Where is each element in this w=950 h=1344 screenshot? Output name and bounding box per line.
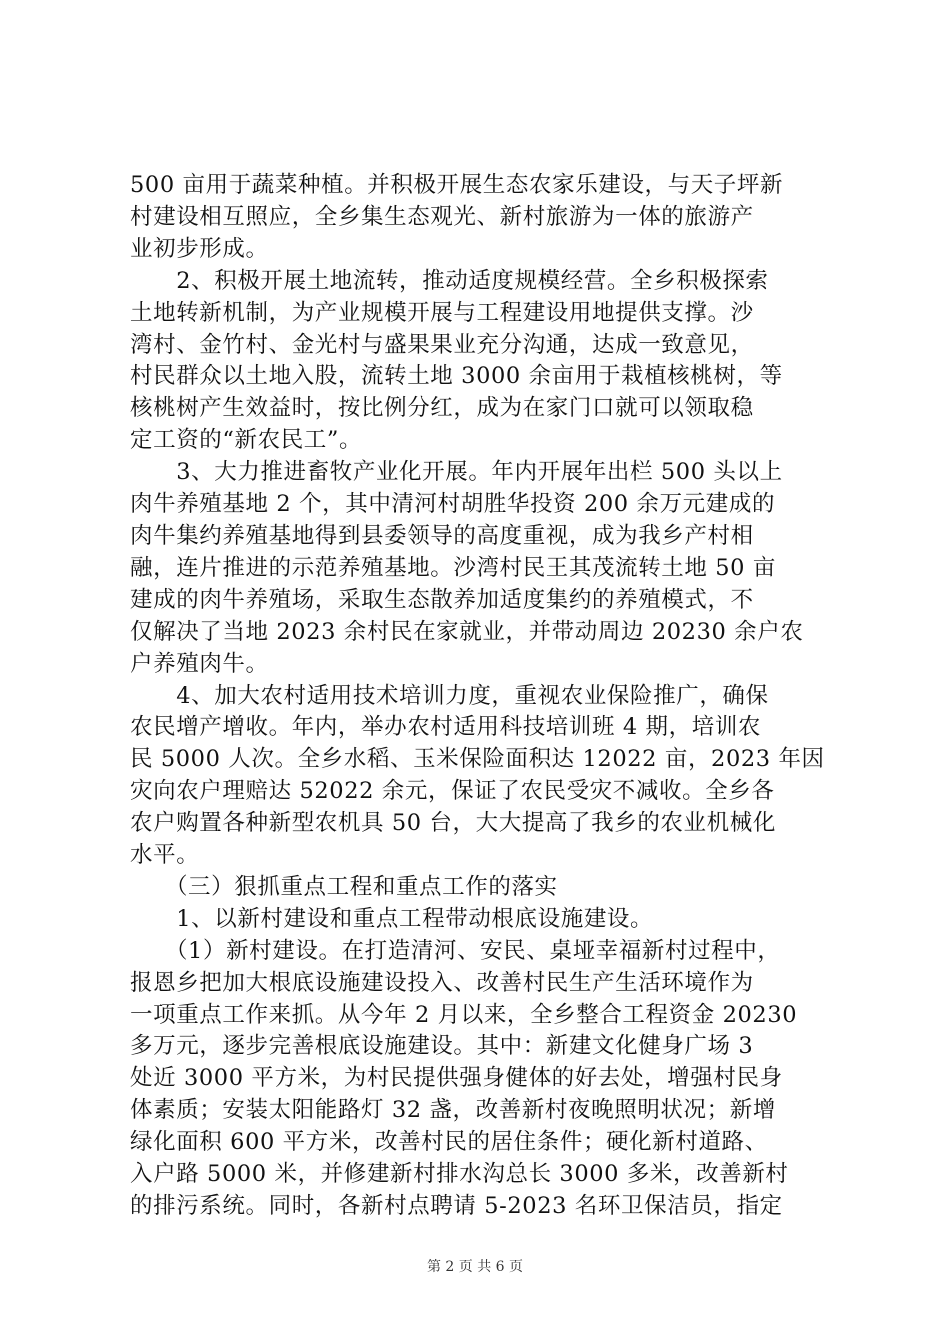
- text-line: 定工资的“新农民工”。: [130, 427, 363, 454]
- text-line: 一项重点工作来抓。从今年 2 月以来，全乡整合工程资金 20230: [130, 1001, 798, 1028]
- text-line: 500 亩用于蔬菜种植。并积极开展生态农家乐建设，与天子坪新: [130, 172, 784, 198]
- text-line: 的排污系统。同时，各新村点聘请 5-2023 名环卫保洁员，指定: [130, 1193, 783, 1219]
- text-line: 入户路 5000 米，并修建新村排水沟总长 3000 多米，改善新村: [130, 1161, 789, 1188]
- text-line: 4、加大农村适用技术培训力度，重视农业保险推广，确保: [130, 682, 769, 709]
- page-number: 第 2 页 共 6 页: [426, 1259, 524, 1275]
- text-line: 报恩乡把加大根底设施建设投入、改善村民生产生活环境作为: [130, 969, 754, 996]
- text-line: 多万元，逐步完善根底设施建设。其中：新建文化健身广场 3: [130, 1033, 754, 1060]
- text-line: 灾向农户理赔达 52022 余元，保证了农民受灾不减收。全乡各: [130, 778, 775, 805]
- text-line: 核桃树产生效益时，按比例分红，成为在家门口就可以领取稳: [130, 395, 754, 422]
- text-line: （1）新村建设。在打造清河、安民、桌垭幸福新村过程中，: [130, 937, 781, 964]
- text-line: 农民增产增收。年内，举办农村适用科技培训班 4 期，培训农: [130, 714, 762, 741]
- text-line: 村建设相互照应，全乡集生态观光、新村旅游为一体的旅游产: [130, 203, 754, 230]
- text-line: 土地转新机制，为产业规模开展与工程建设用地提供支撑。沙: [130, 299, 754, 326]
- text-line: 民 5000 人次。全乡水稻、玉米保险面积达 12022 亩，2023 年因: [130, 746, 825, 773]
- text-line: 3、大力推进畜牧产业化开展。年内开展年出栏 500 头以上: [130, 459, 783, 486]
- text-line: 建成的肉牛养殖场，采取生态散养加适度集约的养殖模式，不: [130, 586, 754, 613]
- text-line: 水平。: [130, 842, 200, 869]
- text-line: 村民群众以土地入股，流转土地 3000 余亩用于栽植核桃树，等: [130, 363, 783, 390]
- text-line: 绿化面积 600 平方米，改善村民的居住条件；硬化新村道路、: [130, 1129, 768, 1156]
- text-line: 业初步形成。: [130, 235, 269, 262]
- text-line: 户养殖肉牛。: [130, 650, 269, 677]
- text-line: 1、以新村建设和重点工程带动根底设施建设。: [130, 905, 654, 932]
- document-body: [130, 170, 830, 1223]
- text-line: 肉牛集约养殖基地得到县委领导的高度重视，成为我乡产村相: [130, 522, 754, 549]
- section-heading: （三）狠抓重点工程和重点工作的落实: [130, 873, 558, 900]
- text-line: 2、积极开展土地流转，推动适度规模经营。全乡积极探索: [130, 267, 769, 294]
- text-line: 体素质；安装太阳能路灯 32 盏，改善新村夜晚照明状况；新增: [130, 1097, 776, 1124]
- text-line: 处近 3000 平方米，为村民提供强身健体的好去处，增强村民身: [130, 1065, 783, 1092]
- text-line: 肉牛养殖基地 2 个，其中清河村胡胜华投资 200 余万元建成的: [130, 491, 776, 518]
- text-line: 农户购置各种新型农机具 50 台，大大提高了我乡的农业机械化: [130, 810, 776, 837]
- text-line: 融，连片推进的示范养殖基地。沙湾村民王其茂流转土地 50 亩: [130, 554, 776, 581]
- text-line: 湾村、金竹村、金光村与盛果果业充分沟通，达成一致意见，: [130, 331, 754, 358]
- text-line: 仅解决了当地 2023 余村民在家就业，并带动周边 20230 余户农: [130, 618, 804, 645]
